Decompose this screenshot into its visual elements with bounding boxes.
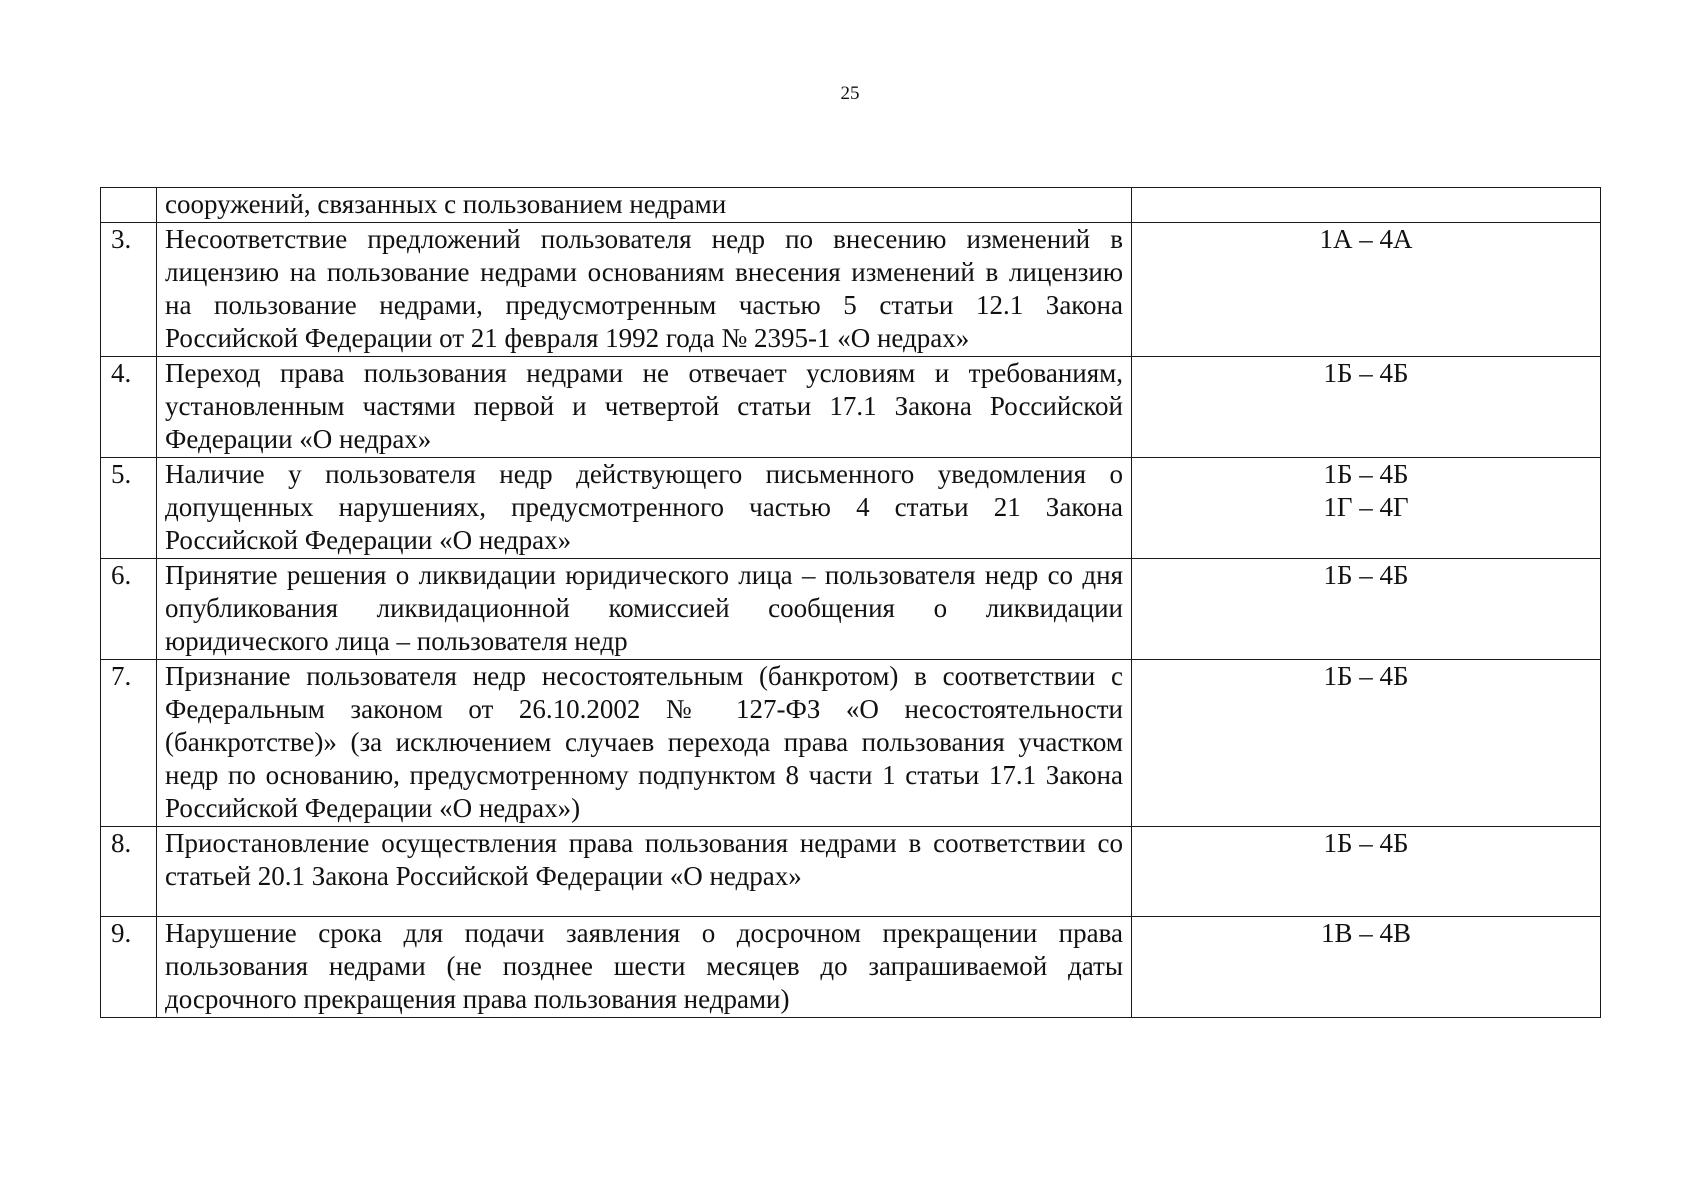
row-number: 9.	[101, 917, 157, 1018]
code-range: 1Б – 4Б	[1323, 661, 1409, 691]
row-number: 3.	[101, 223, 157, 357]
row-number: 7.	[101, 660, 157, 827]
table-row	[101, 458, 1601, 559]
row-number	[101, 188, 157, 223]
table-row	[101, 660, 1601, 827]
code-range: 1Г – 4Г	[1323, 492, 1409, 522]
row-description: Переход права пользования недрами не отвечает условиям и требованиям, установленным частями первой и четвертой статьи 17.1 Закона Российской Федерации «О недрах»	[157, 357, 1132, 458]
row-description: Признание пользователя недр несостоятельным (банкротом) в соответствии с Федеральным законом от 26.10.2002 № 127-ФЗ «О несостоятельности (банкротстве)» (за исключением случаев перехода права пользования участком недр по основанию, предусмотренному подпунктом 8 части 1 статьи 17.1 Закона Российской Федерации «О недрах»)	[157, 660, 1132, 827]
table-row	[101, 559, 1601, 660]
row-description: Наличие у пользователя недр действующего письменного уведомления о допущенных нарушениях, предусмотренного частью 4 статьи 21 Закона Российской Федерации «О недрах»	[157, 458, 1132, 559]
code-range: 1А – 4А	[1319, 224, 1413, 254]
row-codes	[1132, 660, 1601, 827]
row-codes	[1132, 223, 1601, 357]
row-description: Несоответствие предложений пользователя недр по внесению изменений в лицензию на пользование недрами основаниям внесения изменений в лицензию на пользование недрами, предусмотренным частью 5 статьи 12.1 Закона Российской Федерации от 21 февраля 1992 года № 2395-1 «О недрах»	[157, 223, 1132, 357]
table-row	[101, 223, 1601, 357]
row-codes	[1132, 357, 1601, 458]
row-description: Принятие решения о ликвидации юридического лица – пользователя недр со дня опубликования ликвидационной комиссией сообщения о ликвидации юридического лица – пользователя недр	[157, 559, 1132, 660]
row-description: Нарушение срока для подачи заявления о досрочном прекращении права пользования недрами (не позднее шести месяцев до запрашиваемой даты досрочного прекращения права пользования недрами)	[157, 917, 1132, 1018]
page-number: 25	[840, 83, 860, 104]
row-number: 4.	[101, 357, 157, 458]
row-codes	[1132, 827, 1601, 917]
row-codes	[1132, 188, 1601, 223]
row-description: сооружений, связанных с пользованием недрами	[157, 188, 1132, 223]
row-codes	[1132, 917, 1601, 1018]
table-row	[101, 188, 1601, 223]
row-number: 5.	[101, 458, 157, 559]
code-range: 1В – 4В	[1320, 918, 1412, 948]
row-number: 6.	[101, 559, 157, 660]
code-range: 1Б – 4Б	[1323, 358, 1409, 388]
table-row	[101, 357, 1601, 458]
row-codes	[1132, 559, 1601, 660]
code-range: 1Б – 4Б	[1323, 459, 1409, 489]
code-range: 1Б – 4Б	[1323, 560, 1409, 590]
row-number: 8.	[101, 827, 157, 917]
table-row	[101, 917, 1601, 1018]
row-description: Приостановление осуществления права пользования недрами в соответствии со статьей 20.1 Закона Российской Федерации «О недрах»	[157, 827, 1132, 917]
grounds-table	[100, 187, 1601, 1018]
row-codes	[1132, 458, 1601, 559]
table-row	[101, 827, 1601, 917]
code-range: 1Б – 4Б	[1323, 828, 1409, 858]
